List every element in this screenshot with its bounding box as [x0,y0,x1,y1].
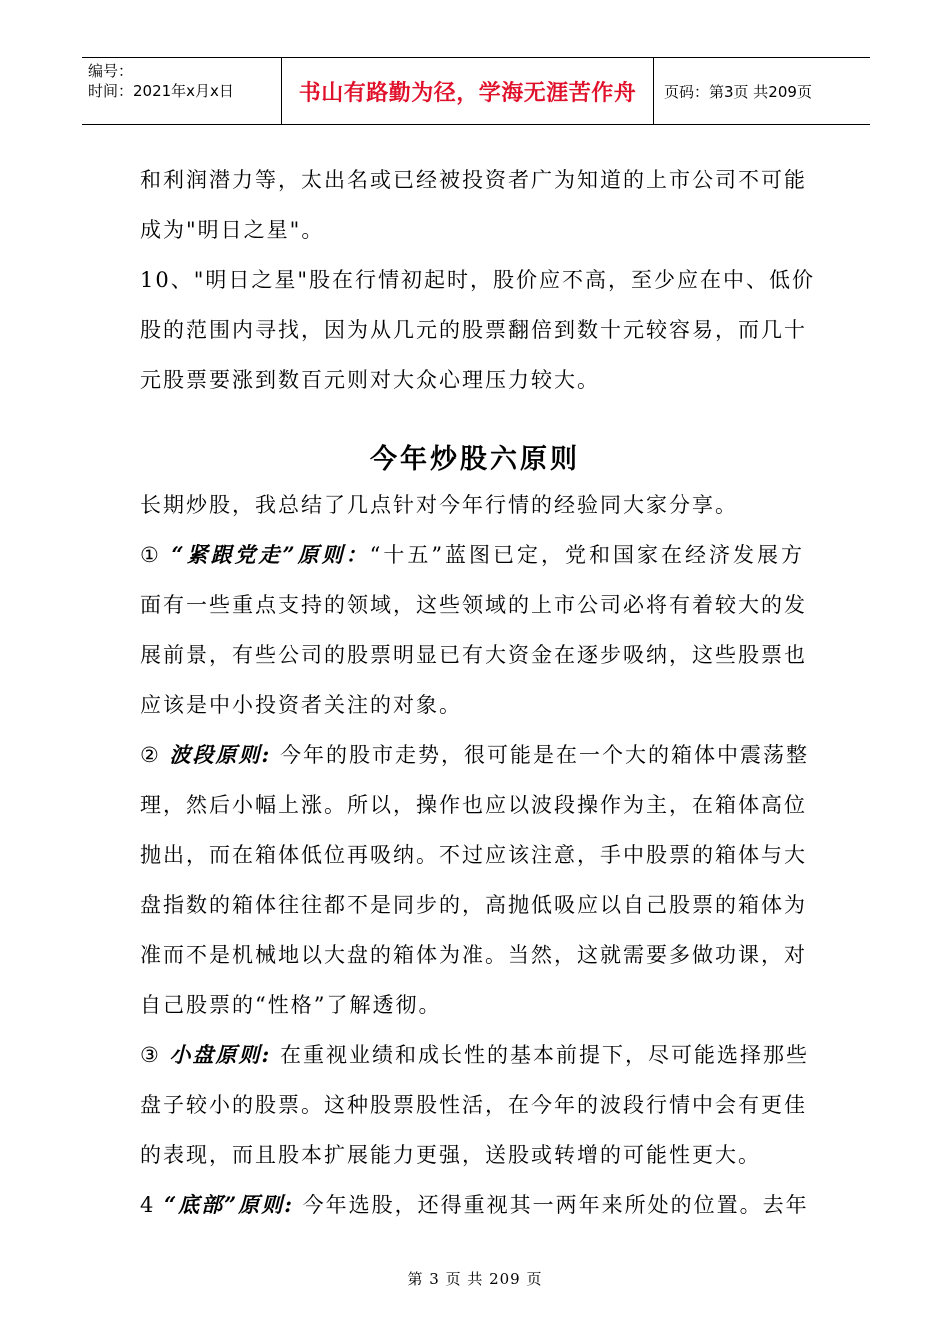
text-line: 展前景，有些公司的股票明显已有大资金在逐步吸纳，这些股票也 [140,643,807,667]
header-motto: 书山有路勤为径，学海无涯苦作舟 [282,58,654,124]
text-line: 盘子较小的股票。这种股票股性活，在今年的波段行情中会有更佳 [140,1093,807,1117]
principle-marker: ② [140,743,161,767]
principle-2-line [140,739,809,769]
principle-title: “紧跟党走”原则： [171,542,370,567]
text-line: 的表现，而且股本扩展能力更强，送股或转增的可能性更大。 [140,1143,761,1167]
section-heading: 今年炒股六原则 [370,444,580,475]
principle-title: “底部”原则: [164,1192,294,1217]
principle-3-line [140,1039,809,1069]
principle-title: 波段原则: [169,742,272,767]
text-line: 准而不是机械地以大盘的箱体为准。当然，这就需要多做功课，对 [140,943,807,967]
text-line: 长期炒股，我总结了几点针对今年行情的经验同大家分享。 [140,493,738,517]
principle-4-line [140,1189,809,1219]
text-line: 理，然后小幅上涨。所以，操作也应以波段操作为主，在箱体高位 [140,793,807,817]
text-line: 成为"明日之星"。 [140,218,325,242]
page-footer: 第 3 页 共 209 页 [407,1270,543,1288]
number-label: 编号： [88,62,134,80]
text-line: 抛出，而在箱体低位再吸纳。不过应该注意，手中股票的箱体与大 [140,843,807,867]
text-line: 股的范围内寻找，因为从几元的股票翻倍到数十元较容易，而几十 [140,318,807,342]
principle-1-line [140,539,804,569]
principle-title: 小盘原则: [169,1042,272,1067]
text-line: 和利润潜力等，太出名或已经被投资者广为知道的上市公司不可能 [140,168,807,192]
text-line: 盘指数的箱体往往都不是同步的，高抛低吸应以自己股票的箱体为 [140,893,807,917]
text-line: 面有一些重点支持的领域，这些领域的上市公司必将有着较大的发 [140,593,807,617]
header-page-info: 页码：第3页 共209页 [664,82,812,101]
principle-marker: ① [140,543,162,567]
text-line: 元股票要涨到数百元则对大众心理压力较大。 [140,368,600,392]
header-meta [82,58,282,124]
principle-text: 在重视业绩和成长性的基本前提下，尽可能选择那些 [279,1043,809,1067]
principle-marker: 4 [140,1193,156,1217]
principle-marker: ③ [140,1043,161,1067]
text-line: 应该是中小投资者关注的对象。 [140,693,462,717]
document-header [82,57,870,125]
principle-text: 今年选股，还得重视其一两年来所处的位置。去年 [302,1193,809,1217]
text-line: 自己股票的“性格”了解透彻。 [140,993,442,1017]
text-line: 10、"明日之星"股在行情初起时，股价应不高，至少应在中、低价 [140,268,816,292]
principle-text: 今年的股市走势，很可能是在一个大的箱体中震荡整 [279,743,809,767]
principle-text: “十五”蓝图已定，党和国家在经济发展方 [369,543,804,567]
date-label: 时间：2021年x月x日 [88,82,234,100]
